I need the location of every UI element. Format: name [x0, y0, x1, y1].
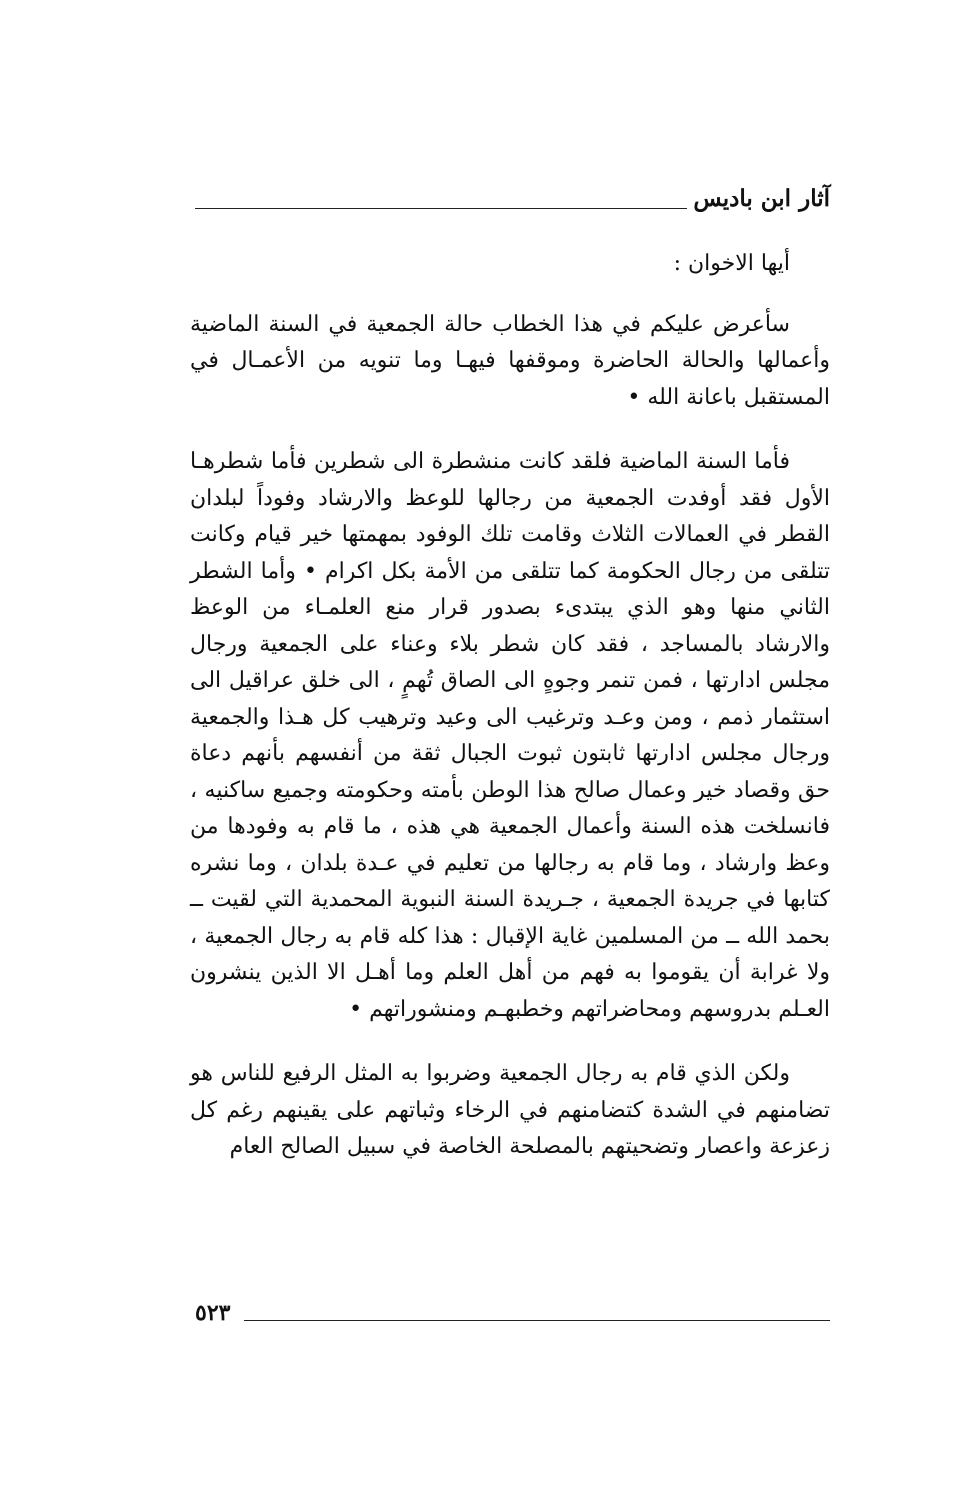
page-number: ٥٢٣	[195, 1300, 231, 1326]
paragraph-3: ولكن الذي قام به رجال الجمعية وضربوا به المثل الرفيع للناس هو تضامنهم في الشدة كتضامنهم في الرخاء وثباتهم على يقينهم رغم كل زعزعة واعصار وتضحيتهم بالمصلحة الخاصة في سبيل الصالح العام	[190, 1061, 830, 1159]
page-footer	[195, 1296, 830, 1326]
body-text	[190, 246, 830, 1194]
paragraph-2: فأما السنة الماضية فلقد كانت منشطرة الى شطرين فأما شطرهـا الأول فقد أوفدت الجمعية من رجالها للوعظ والارشاد وفوداً لبلدان القطر في العمالات الثلاث وقامت تلك الوفود بمهمتها خير قيام وكانت تتلقى من رجال الحكومة كما تتلقى من الأمة بكل اكرام • وأما الشطر الثاني منها وهو الذي يبتدىء بصدور قرار منع العلمـاء من الوعظ والارشاد بالمساجد ، فقد كان شطر بلاء وعناء على الجمعية ورجال مجلس ادارتها ، فمن تنمر وجوهٍ الى الصاق تُهمٍ ، الى خلق عراقيل الى استثمار ذمم ، ومن وعـد وترغيب الى وعيد وترهيب كل هـذا والجمعية ورجال مجلس ادارتها ثابتون ثبوت الجبال ثقة من أنفسهم بأنهم دعاة حق وقصاد خير وعمال صالح هذا الوطن بأمته وحكومته وجميع ساكنيه ، فانسلخت هذه السنة وأعمال الجمعية هي هذه ، ما قام به وفودها من وعظ وارشاد ، وما قام به رجالها من تعليم في عـدة بلدان ، وما نشره كتابها في جريدة الجمعية ، جـريدة السنة النبوية المحمدية التي لقيت ــ بحمد الله ــ من المسلمين غاية الإقبال : هذا كله قام به رجال الجمعية ، ولا غرابة أن يقوموا به فهم من أهل العلم وما أهـل الا الذين ينشرون العـلم بدروسهم ومحاضراتهم وخطبهـم ومنشوراتهم •	[190, 449, 830, 1022]
header-divider	[195, 208, 687, 209]
book-title: آثار ابن باديس	[693, 185, 830, 212]
footer-divider	[244, 1320, 830, 1321]
paragraph-1: سأعرض عليكم في هذا الخطاب حالة الجمعية في السنة الماضية وأعمالها والحالة الحاضرة وموقفها فيهـا وما تنويه من الأعمـال في المستقبل باعانة الله •	[190, 311, 830, 410]
running-header	[195, 178, 830, 212]
greeting-line: أيها الاخوان :	[673, 251, 790, 276]
